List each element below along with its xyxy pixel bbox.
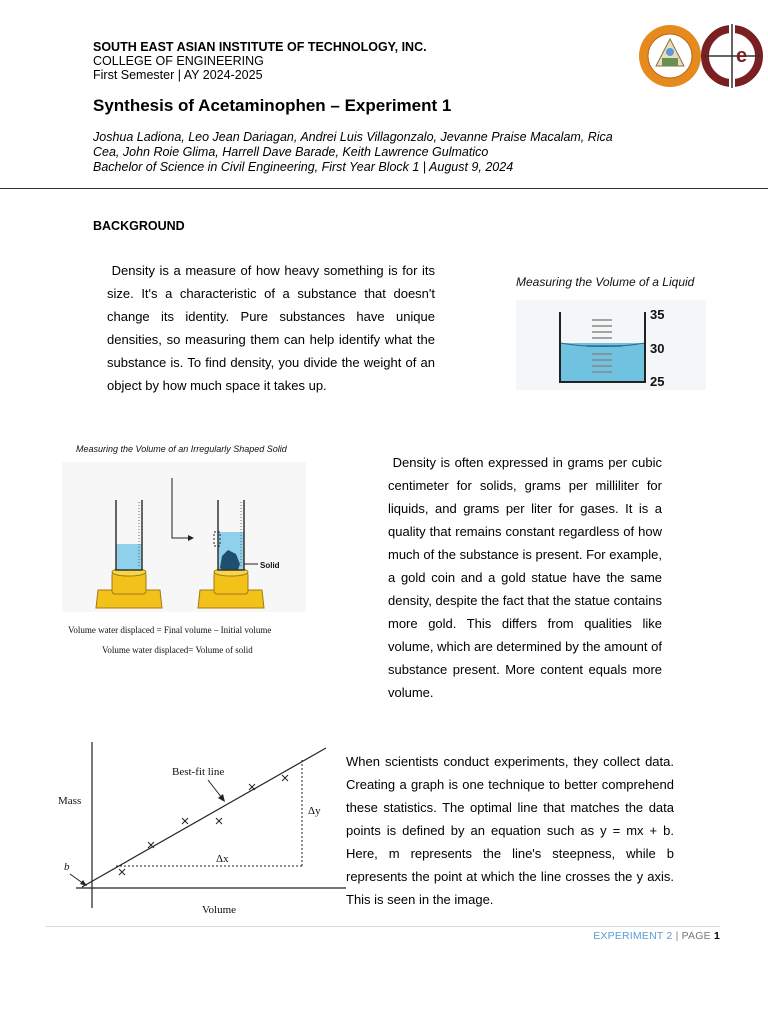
institution-name: SOUTH EAST ASIAN INSTITUTE OF TECHNOLOGY, INC. (93, 40, 427, 54)
label-best-fit-line: Best-fit line (172, 766, 225, 778)
semester-info: First Semester | AY 2024-2025 (93, 68, 263, 82)
scale-label-35: 35 (650, 307, 665, 322)
scale-label-25: 25 (650, 374, 665, 389)
figure-mass-volume-graph (56, 738, 346, 918)
program-line: Bachelor of Science in Civil Engineering, First Year Block 1 | August 9, 2024 (93, 160, 514, 174)
authors-block (93, 130, 693, 175)
footer-separator: | (675, 930, 679, 942)
header-divider (0, 188, 768, 189)
label-delta-y: Δy (308, 805, 321, 817)
document-title: Synthesis of Acetaminophen – Experiment 1 (93, 96, 452, 115)
figure-liquid-volume (510, 270, 720, 395)
label-solid: Solid (260, 561, 280, 570)
paragraph-best-fit-line: When scientists conduct experiments, they collect data. Creating a graph is one technique to better comprehend these statistics. The optimal line that matches the data points is defined by an equation such as y = mx + b. Here, m represents the line's steepness, while b represents the point at which the line crosses the y axis. This is seen in the image. (346, 754, 674, 907)
paragraph-density-units: Density is often expressed in grams per cubic centimeter for solids, grams per milliliter for liquids, and grams per liter for gases. It is a quality that remains constant regardless of how much of the substance is present. For example, a gold coin and a gold statue have the same density, despite the fact that the statue contains more gold. This differs from qualities like volume, which are determined by the amount of substance present. More content equals more volume. (388, 455, 662, 700)
college-name: COLLEGE OF ENGINEERING (93, 54, 264, 68)
formula-final-minus-initial: Volume water displaced = Final volume – Initial volume (68, 625, 272, 635)
formula-volume-of-solid: Volume water displaced= Volume of solid (102, 645, 253, 655)
footer-page-number: 1 (713, 930, 720, 942)
axis-label-mass: Mass (58, 795, 82, 807)
figure-liquid-title: Measuring the Volume of a Liquid (516, 275, 695, 289)
page-footer (593, 930, 720, 942)
section-heading: BACKGROUND (93, 219, 185, 233)
label-delta-x: Δx (216, 853, 229, 865)
svg-text:e: e (736, 45, 748, 67)
footer-divider (46, 926, 720, 927)
label-intercept-b: b (64, 861, 70, 873)
footer-page-label: PAGE (681, 930, 711, 942)
engineering-logo (700, 22, 764, 90)
paragraph-density-definition: Density is a measure of how heavy something is for its size. It's a characteristic of a substance that doesn't change its identity. Pure substances have unique densities, so measuring them can help identify what the substance is. To find density, you divide the weight of an object by how much space it takes up. (107, 263, 435, 393)
figure-solid-title: Measuring the Volume of an Irregularly Shaped Solid (76, 444, 287, 454)
axis-label-volume: Volume (202, 904, 237, 916)
authors-line-2: Cea, John Roie Glima, Harrell Dave Barade, Keith Lawrence Gulmatico (93, 145, 489, 159)
footer-experiment-label: EXPERIMENT 2 (593, 930, 673, 942)
figure-irregular-solid (62, 440, 318, 660)
scale-label-30: 30 (650, 341, 665, 356)
authors-line-1: Joshua Ladiona, Leo Jean Dariagan, Andrei Luis Villagonzalo, Jevanne Praise Macalam, Rica (93, 130, 613, 144)
institute-seal-logo (638, 24, 702, 88)
